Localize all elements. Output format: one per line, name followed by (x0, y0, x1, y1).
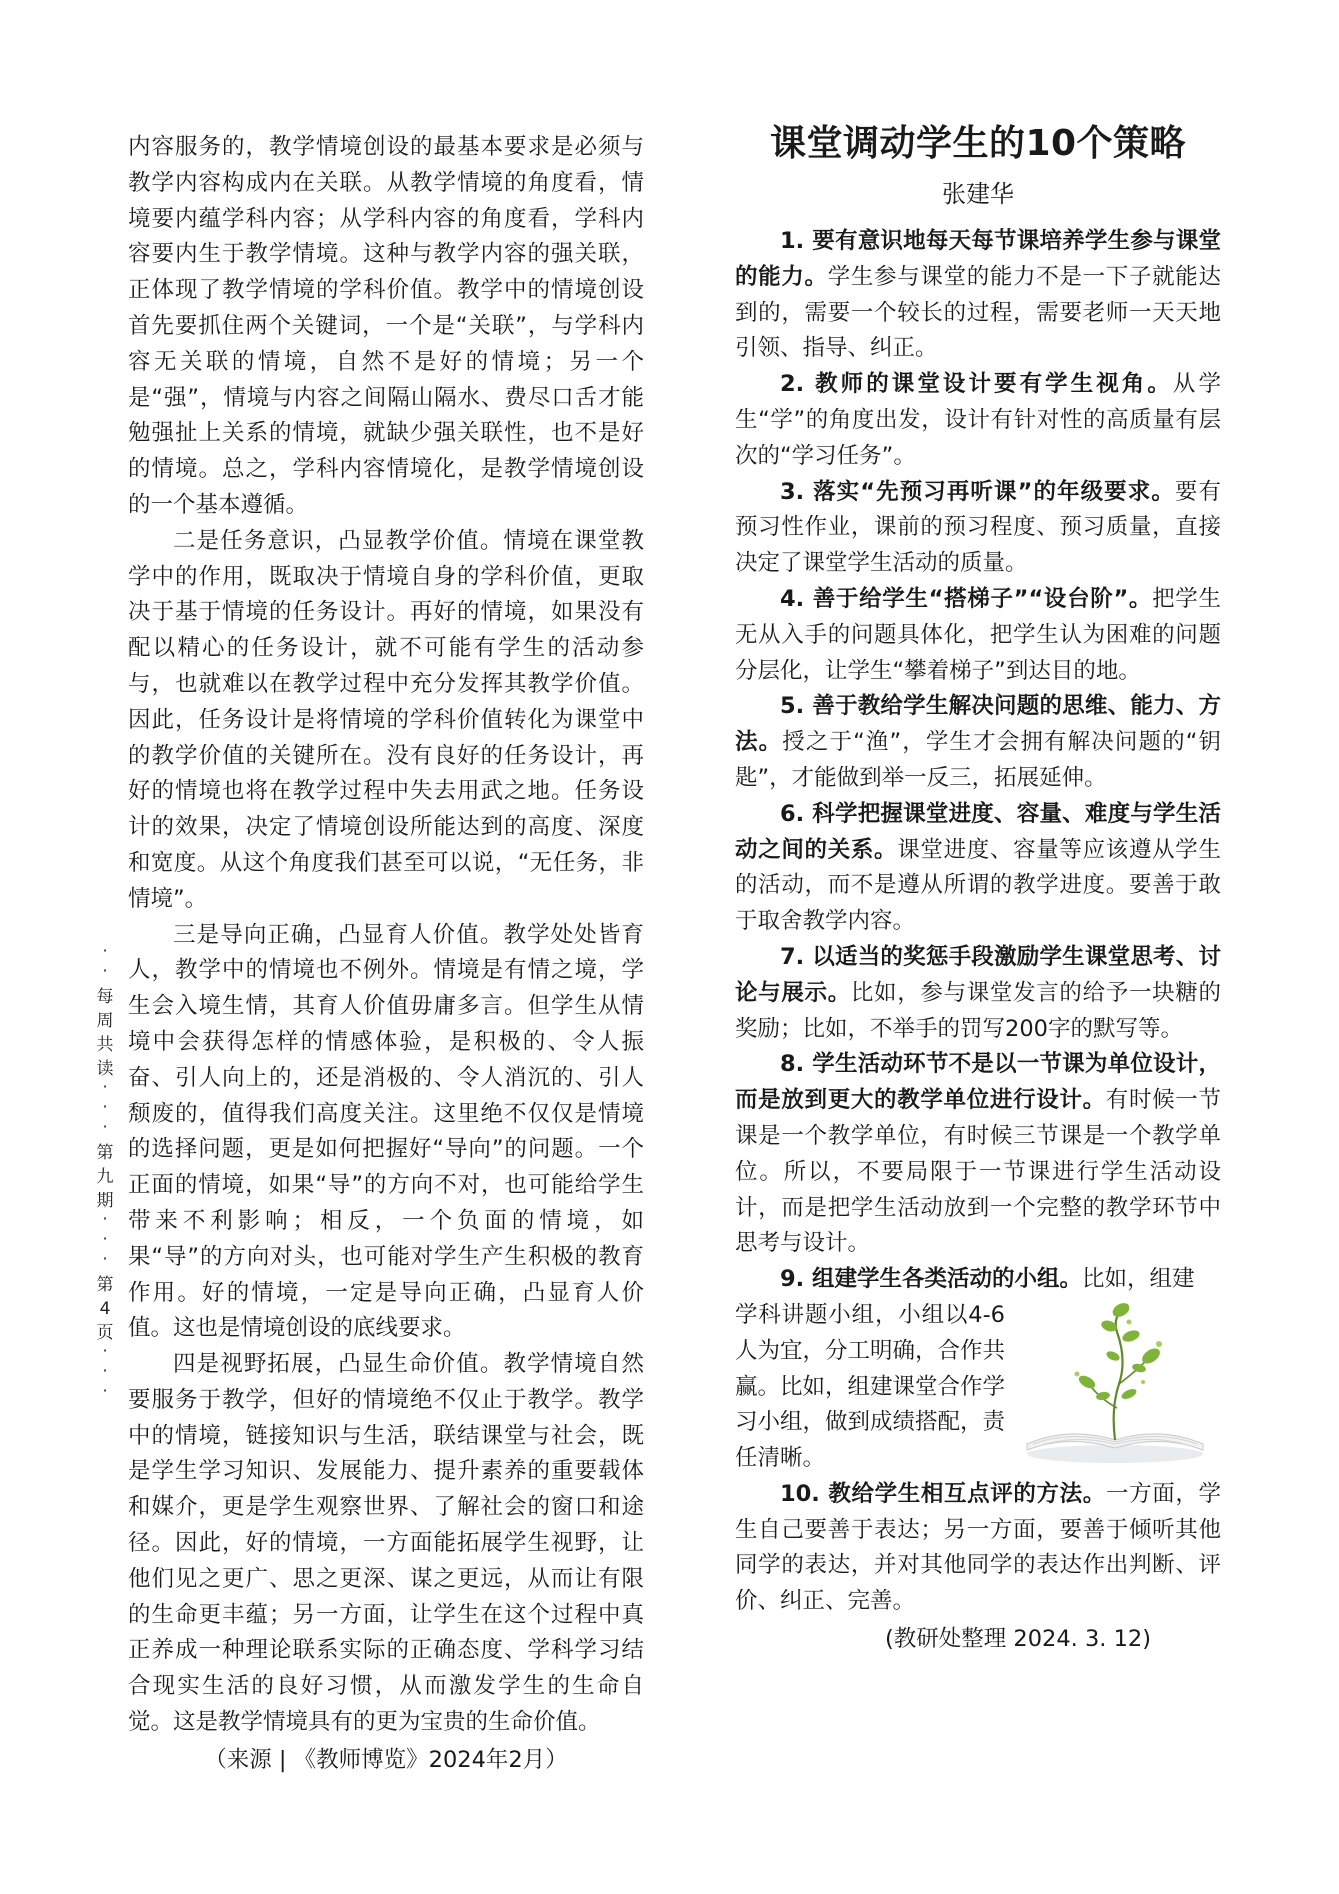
side-marker-char: 共 (96, 1035, 114, 1055)
strategy-text: 比如，参与课堂发言的给予一块糖的奖励；比如，不举手的罚写200字的默写等。 (735, 979, 1221, 1042)
side-marker-char: · (102, 1381, 108, 1400)
strategy-text: 把学生无从入手的问题具体化，把学生认为困难的问题分层化，让学生“攀着梯子”到达目的地。 (735, 585, 1221, 684)
signature: (教研处整理 2024. 3. 12) (884, 1626, 1151, 1653)
side-marker-char: 读 (96, 1059, 114, 1079)
strategy-item (735, 367, 1221, 474)
strategy-heading: 2. 教师的课堂设计要有学生视角。 (780, 371, 1173, 398)
strategy-heading: 4. 善于给学生“搭梯子”“设台阶”。 (780, 585, 1153, 612)
strategy-item (735, 582, 1221, 689)
source-note: （来源 | 《教师博览》2024年2月） (204, 1746, 568, 1773)
side-marker-char: 周 (96, 1011, 114, 1031)
left-paragraph-2: 二是任务意识，凸显教学价值。情境在课堂教学中的作用，既取决于情境自身的学科价值，更取决于基于情境的任务设计。再好的情境，如果没有配以精心的任务设计，就不可能有学生的活动参与，也就难以在教学过程中充分发挥其教学价值。因此，任务设计是将情境的学科价值转化为课堂中的教学价值的关键所在。没有良好的任务设计，再好的情境也将在教学过程中失去用武之地。任务设计的效果，决定了情境创设所能达到的高度、深度和宽度。从这个角度我们甚至可以说，“无任务，非情境”。 (128, 527, 644, 912)
side-marker-char: · (102, 1209, 108, 1228)
strategy-item (735, 797, 1221, 940)
side-marker-char: · (102, 1341, 108, 1360)
strategy-heading: 7. 以适当的奖惩手段激励学生课堂思考、讨论与展示。 (735, 943, 1221, 1006)
side-marker-char: · (102, 1077, 108, 1096)
strategy-item (735, 689, 1221, 796)
left-paragraph-3: 三是导向正确，凸显育人价值。教学处处皆育人，教学中的情境也不例外。情境是有情之境，学生会入境生情，其育人价值毋庸多言。但学生从情境中会获得怎样的情感体验，是积极的、令人振奋、引人向上的，还是消极的、令人消沉的、引人颓废的，值得我们高度关注。这里绝不仅仅是情境的选择问题，更是如何把握好“导向”的问题。一个正面的情境，如果“导”的方向不对，也可能给学生带来不利影响；相反，一个负面的情境，如果“导”的方向对头，也可能对学生产生积极的教育作用。好的情境，一定是导向正确，凸显育人价值。这也是情境创设的底线要求。 (128, 921, 644, 1342)
strategy-text: 学生参与课堂的能力不是一下子就能达到的，需要一个较长的过程，需要老师一天天地引领、指导、纠正。 (735, 263, 1221, 362)
side-marker-char: 第 (96, 1143, 114, 1163)
strategy-heading: 3. 落实“先预习再听课”的年级要求。 (780, 478, 1175, 505)
left-paragraph-4: 四是视野拓展，凸显生命价值。教学情境自然要服务于教学，但好的情境绝不仅止于教学。教学中的情境，链接知识与生活，联结课堂与社会，既是学生学习知识、发展能力、提升素养的重要载体和媒介，更是学生观察世界、了解社会的窗口和途径。因此，好的情境，一方面能拓展学生视野，让他们见之更广、思之更深、谋之更远，从而让有限的生命更丰蕴；另一方面，让学生在这个过程中真正养成一种理论联系实际的正确态度、学科学习结合现实生活的良好习惯，从而激发学生的生命自觉。这是教学情境具有的更为宝贵的生命价值。 (128, 1351, 644, 1736)
book-with-plant-icon (1019, 1298, 1211, 1468)
strategy-item (735, 1047, 1221, 1262)
strategy-text: 一方面，学生自己要善于表达；另一方面，要善于倾听其他同学的表达，并对其他同学的表达作出判断、评价、纠正、完善。 (735, 1480, 1221, 1615)
side-marker-char: · (102, 1097, 108, 1116)
side-marker-char: 九 (96, 1167, 114, 1187)
side-marker-char: · (102, 941, 108, 960)
strategy-text: 从学生“学”的角度出发，设计有针对性的高质量有层次的“学习任务”。 (735, 371, 1221, 469)
strategy-item (735, 940, 1221, 1047)
left-paragraph-1: 内容服务的，教学情境创设的最基本要求是必须与教学内容构成内在关联。从教学情境的角度看，情境要内蕴学科内容；从学科内容的角度看，学科内容要内生于教学情境。这种与教学内容的强关联，正体现了教学情境的学科价值。教学中的情境创设首先要抓住两个关键词，一个是“关联”，与学科内容无关联的情境，自然不是好的情境；另一个是“强”，情境与内容之间隔山隔水、费尽口舌才能勉强扯上关系的情境，就缺少强关联性，也不是好的情境。总之，学科内容情境化，是教学情境创设的一个基本遵循。 (128, 134, 644, 518)
side-marker-char: · (102, 1249, 108, 1268)
strategy-item (735, 224, 1221, 367)
side-marker-char: · (102, 1117, 108, 1136)
strategy-heading: 8. 学生活动环节不是以一节课为单位设计，而是放到更大的教学单位进行设计。 (735, 1051, 1221, 1114)
left-column (128, 130, 644, 1779)
strategy-text: 有时候一节课是一个教学单位，有时候三节课是一个教学单位。所以，不要局限于一节课进行学生活动设计，而是把学生活动放到一个完整的教学环节中思考与设计。 (735, 1087, 1221, 1257)
strategy-text: 授之于“渔”，学生才会拥有解决问题的“钥匙”，才能做到举一反三，拓展延伸。 (735, 729, 1221, 791)
strategy-text: 课堂进度、容量等应该遵从学生的活动，而不是遵从所谓的教学进度。要善于敢于取舍教学内容。 (735, 836, 1221, 935)
strategy-item (735, 1477, 1221, 1620)
article-title: 课堂调动学生的10个策略 (769, 123, 1187, 164)
strategy-heading: 6. 科学把握课堂进度、容量、难度与学生活动之间的关系。 (735, 800, 1221, 863)
side-marker-char: · (102, 1229, 108, 1248)
side-marker-char: 每 (96, 987, 114, 1007)
strategy-heading: 10. 教给学生相互点评的方法。 (780, 1480, 1106, 1507)
strategy-item (735, 475, 1221, 582)
strategy-heading: 9. 组建学生各类活动的小组。 (780, 1266, 1083, 1293)
side-marker-char: 页 (96, 1323, 114, 1343)
side-marker-char: 第 (96, 1275, 114, 1295)
strategy-item (735, 1262, 1221, 1298)
strategy-text: 要有预习性作业，课前的预习程度、预习质量，直接决定了课堂学生活动的质量。 (735, 478, 1221, 577)
side-marker (92, 941, 118, 1405)
side-marker-char: · (102, 1361, 108, 1380)
right-column (735, 118, 1221, 1658)
author: 张建华 (942, 180, 1014, 208)
side-marker-char: 4 (99, 1299, 111, 1319)
strategy-text-wrapped: 学科讲题小组，小组以4-6人为宜，分工明确，合作共赢。比如，组建课堂合作学习小组，做到成绩搭配，责任清晰。 (735, 1301, 1006, 1472)
strategy-heading: 5. 善于教给学生解决问题的思维、能力、方法。 (735, 693, 1221, 756)
side-marker-char: · (102, 961, 108, 980)
strategy-heading: 1. 要有意识地每天每节课培养学生参与课堂的能力。 (735, 228, 1221, 290)
strategy-text: 比如，组建 (1082, 1266, 1195, 1293)
strategy-item-9-block (735, 1262, 1221, 1477)
side-marker-char: 期 (96, 1191, 114, 1211)
